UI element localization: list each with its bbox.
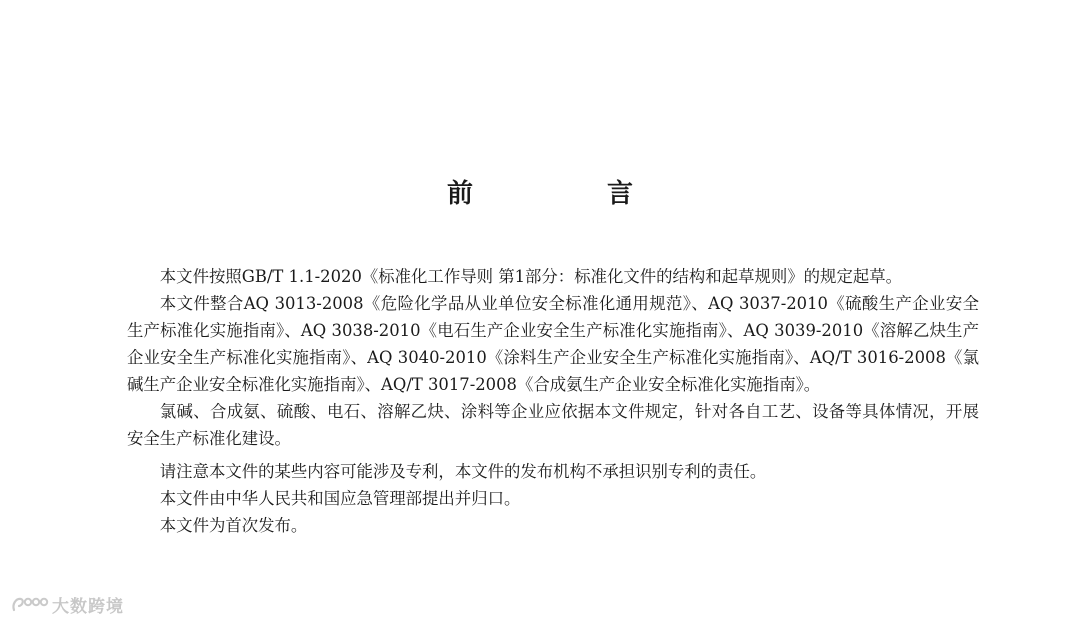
paragraph-proposer: 本文件由中华人民共和国应急管理部提出并归口。 xyxy=(159,489,521,508)
foreword-body xyxy=(127,263,979,539)
paragraph-first-release: 本文件为首次发布。 xyxy=(159,516,308,535)
brand-logo-icon xyxy=(10,594,50,616)
watermark xyxy=(10,592,124,617)
watermark-text: 大数跨境 xyxy=(52,597,124,617)
page-title: 前 言 xyxy=(446,179,687,209)
paragraph-drafting-rules: 本文件按照GB/T 1.1-2020《标准化工作导则 第1部分：标准化文件的结构和起草规则》的规定起草。 xyxy=(159,267,903,286)
paragraph-patent-notice: 请注意本文件的某些内容可能涉及专利，本文件的发布机构不承担识别专利的责任。 xyxy=(159,462,767,481)
paragraph-integrated-standards: 本文件整合AQ 3013-2008《危险化学品从业单位安全标准化通用规范》、AQ 3037-2010《硫酸生产企业安全生产标准化实施指南》、AQ 3038-2010《电石生产企业安全生产标准化实施指南》、AQ 3039-2010《溶解乙炔生产企业安全生产标准化实施指南》、AQ 3040-2010《涂料生产企业安全生产标准化实施指南》、AQ/T 3016-2008《氯碱生产企业安全标准化实施指南》、AQ/T 3017-2008《合成氨生产企业安全标准化实施指南》。 xyxy=(127,294,979,394)
paragraph-applicable-enterprises: 氯碱、合成氨、硫酸、电石、溶解乙炔、涂料等企业应依据本文件规定，针对各自工艺、设备等具体情况，开展安全生产标准化建设。 xyxy=(127,402,979,448)
